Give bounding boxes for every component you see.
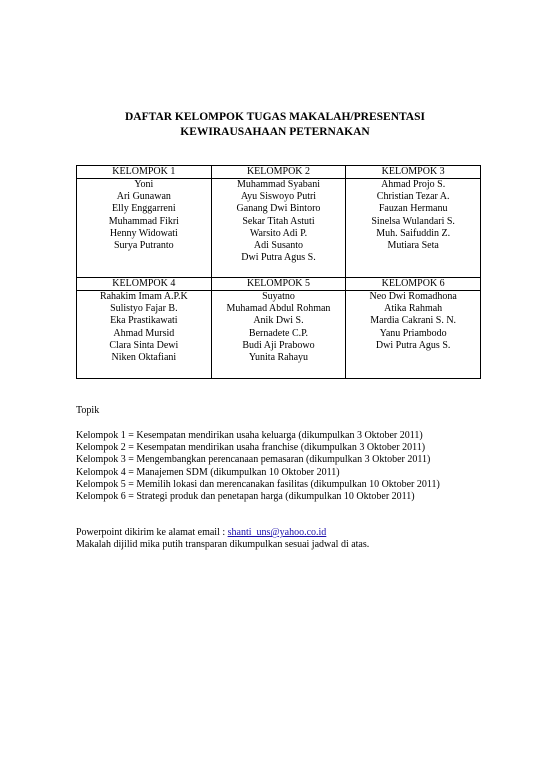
group-members-row (77, 179, 481, 278)
member-name: Bernadete C.P. (248, 327, 309, 339)
member-name: Muh. Saifuddin Z. (376, 227, 451, 239)
group-header: KELOMPOK 4 (77, 278, 212, 291)
group-header-row (77, 278, 481, 291)
member-name: Ganang Dwi Bintoro (236, 203, 321, 215)
group-members-cell (346, 179, 481, 278)
member-name: Muhammad Fikri (108, 215, 179, 227)
member-name: Ahmad Mursid (113, 327, 175, 339)
member-name: Fauzan Hermanu (378, 203, 448, 215)
member-name: Dwi Putra Agus S. (241, 252, 316, 264)
member-name: Ayu Siswoyo Putri (240, 191, 317, 203)
member-name: Rahakim Imam A.P.K (99, 291, 188, 302)
member-name: Yunita Rahayu (248, 351, 309, 363)
member-name: Neo Dwi Romadhona (369, 291, 457, 302)
group-header-row (77, 166, 481, 179)
group-header: KELOMPOK 1 (77, 166, 212, 179)
topik-item: Kelompok 3 = Mengembangkan perencanaan pemasaran (dikumpulkan 3 Oktober 2011) (76, 454, 431, 466)
footer (76, 527, 369, 551)
member-name: Sekar Titah Astuti (242, 215, 315, 227)
topik-item: Kelompok 5 = Memilih lokasi dan merencanakan fasilitas (dikumpulkan 10 Oktober 2011) (76, 478, 440, 490)
group-members-cell (211, 179, 346, 278)
group-header: KELOMPOK 5 (211, 278, 346, 291)
member-name: Ari Gunawan (116, 191, 171, 203)
email-line (76, 527, 369, 539)
topik-item: Kelompok 1 = Kesempatan mendirikan usaha keluarga (dikumpulkan 3 Oktober 2011) (76, 430, 423, 441)
topik-heading: Topik (76, 405, 100, 416)
member-name: Henny Widowati (109, 227, 178, 239)
member-name: Yoni (134, 179, 154, 190)
member-name: Ahmad Projo S. (381, 179, 446, 190)
topik-item: Kelompok 2 = Kesempatan mendirikan usaha franchise (dikumpulkan 3 Oktober 2011) (76, 442, 426, 454)
member-name: Muhammad Syabani (236, 179, 320, 190)
member-name: Surya Putranto (113, 239, 174, 251)
member-name: Budi Aji Prabowo (242, 339, 315, 351)
document-title-line1: DAFTAR KELOMPOK TUGAS MAKALAH/PRESENTASI (125, 111, 425, 123)
document-title-line2: KEWIRAUSAHAAN PETERNAKAN (180, 126, 370, 138)
email-link[interactable]: shanti_uns@yahoo.co.id (227, 527, 327, 538)
member-name: Yanu Priambodo (379, 327, 447, 339)
group-members-cell (77, 179, 212, 278)
member-name: Dwi Putra Agus S. (375, 339, 451, 351)
group-header: KELOMPOK 6 (346, 278, 481, 291)
member-name: Adi Susanto (253, 239, 304, 251)
member-name: Sulistyo Fajar B. (110, 303, 178, 315)
member-name: Clara Sinta Dewi (109, 339, 179, 351)
footer-note: Makalah dijilid mika putih transparan dikumpulkan sesuai jadwal di atas. (76, 539, 370, 551)
member-name: Suyatno (262, 291, 295, 302)
group-members-cell (346, 291, 481, 379)
member-name: Warsito Adi P. (249, 227, 308, 239)
topik-item: Kelompok 6 = Strategi produk dan penetapan harga (dikumpulkan 10 Oktober 2011) (76, 490, 415, 502)
member-name: Sinelsa Wulandari S. (371, 215, 455, 227)
topik-list (76, 430, 440, 503)
member-name: Christian Tezar A. (376, 191, 450, 203)
member-name: Anik Dwi S. (253, 315, 304, 327)
topik-item: Kelompok 4 = Manajemen SDM (dikumpulkan 10 Oktober 2011) (76, 466, 340, 478)
member-name: Mutiara Seta (387, 239, 439, 251)
member-name: Atika Rahmah (384, 303, 443, 315)
member-name: Elly Enggarreni (112, 203, 176, 215)
group-header: KELOMPOK 2 (211, 166, 346, 179)
member-name: Muhamad Abdul Rohman (226, 303, 331, 315)
member-name: Eka Prastikawati (110, 315, 178, 327)
group-header: KELOMPOK 3 (346, 166, 481, 179)
email-prefix: Powerpoint dikirim ke alamat email : (76, 527, 228, 538)
member-name: Niken Oktafiani (111, 351, 177, 363)
group-members-cell (211, 291, 346, 379)
member-name: Mardia Cakrani S. N. (370, 315, 457, 327)
group-table (76, 165, 481, 379)
group-members-row (77, 291, 481, 379)
group-members-cell (77, 291, 212, 379)
